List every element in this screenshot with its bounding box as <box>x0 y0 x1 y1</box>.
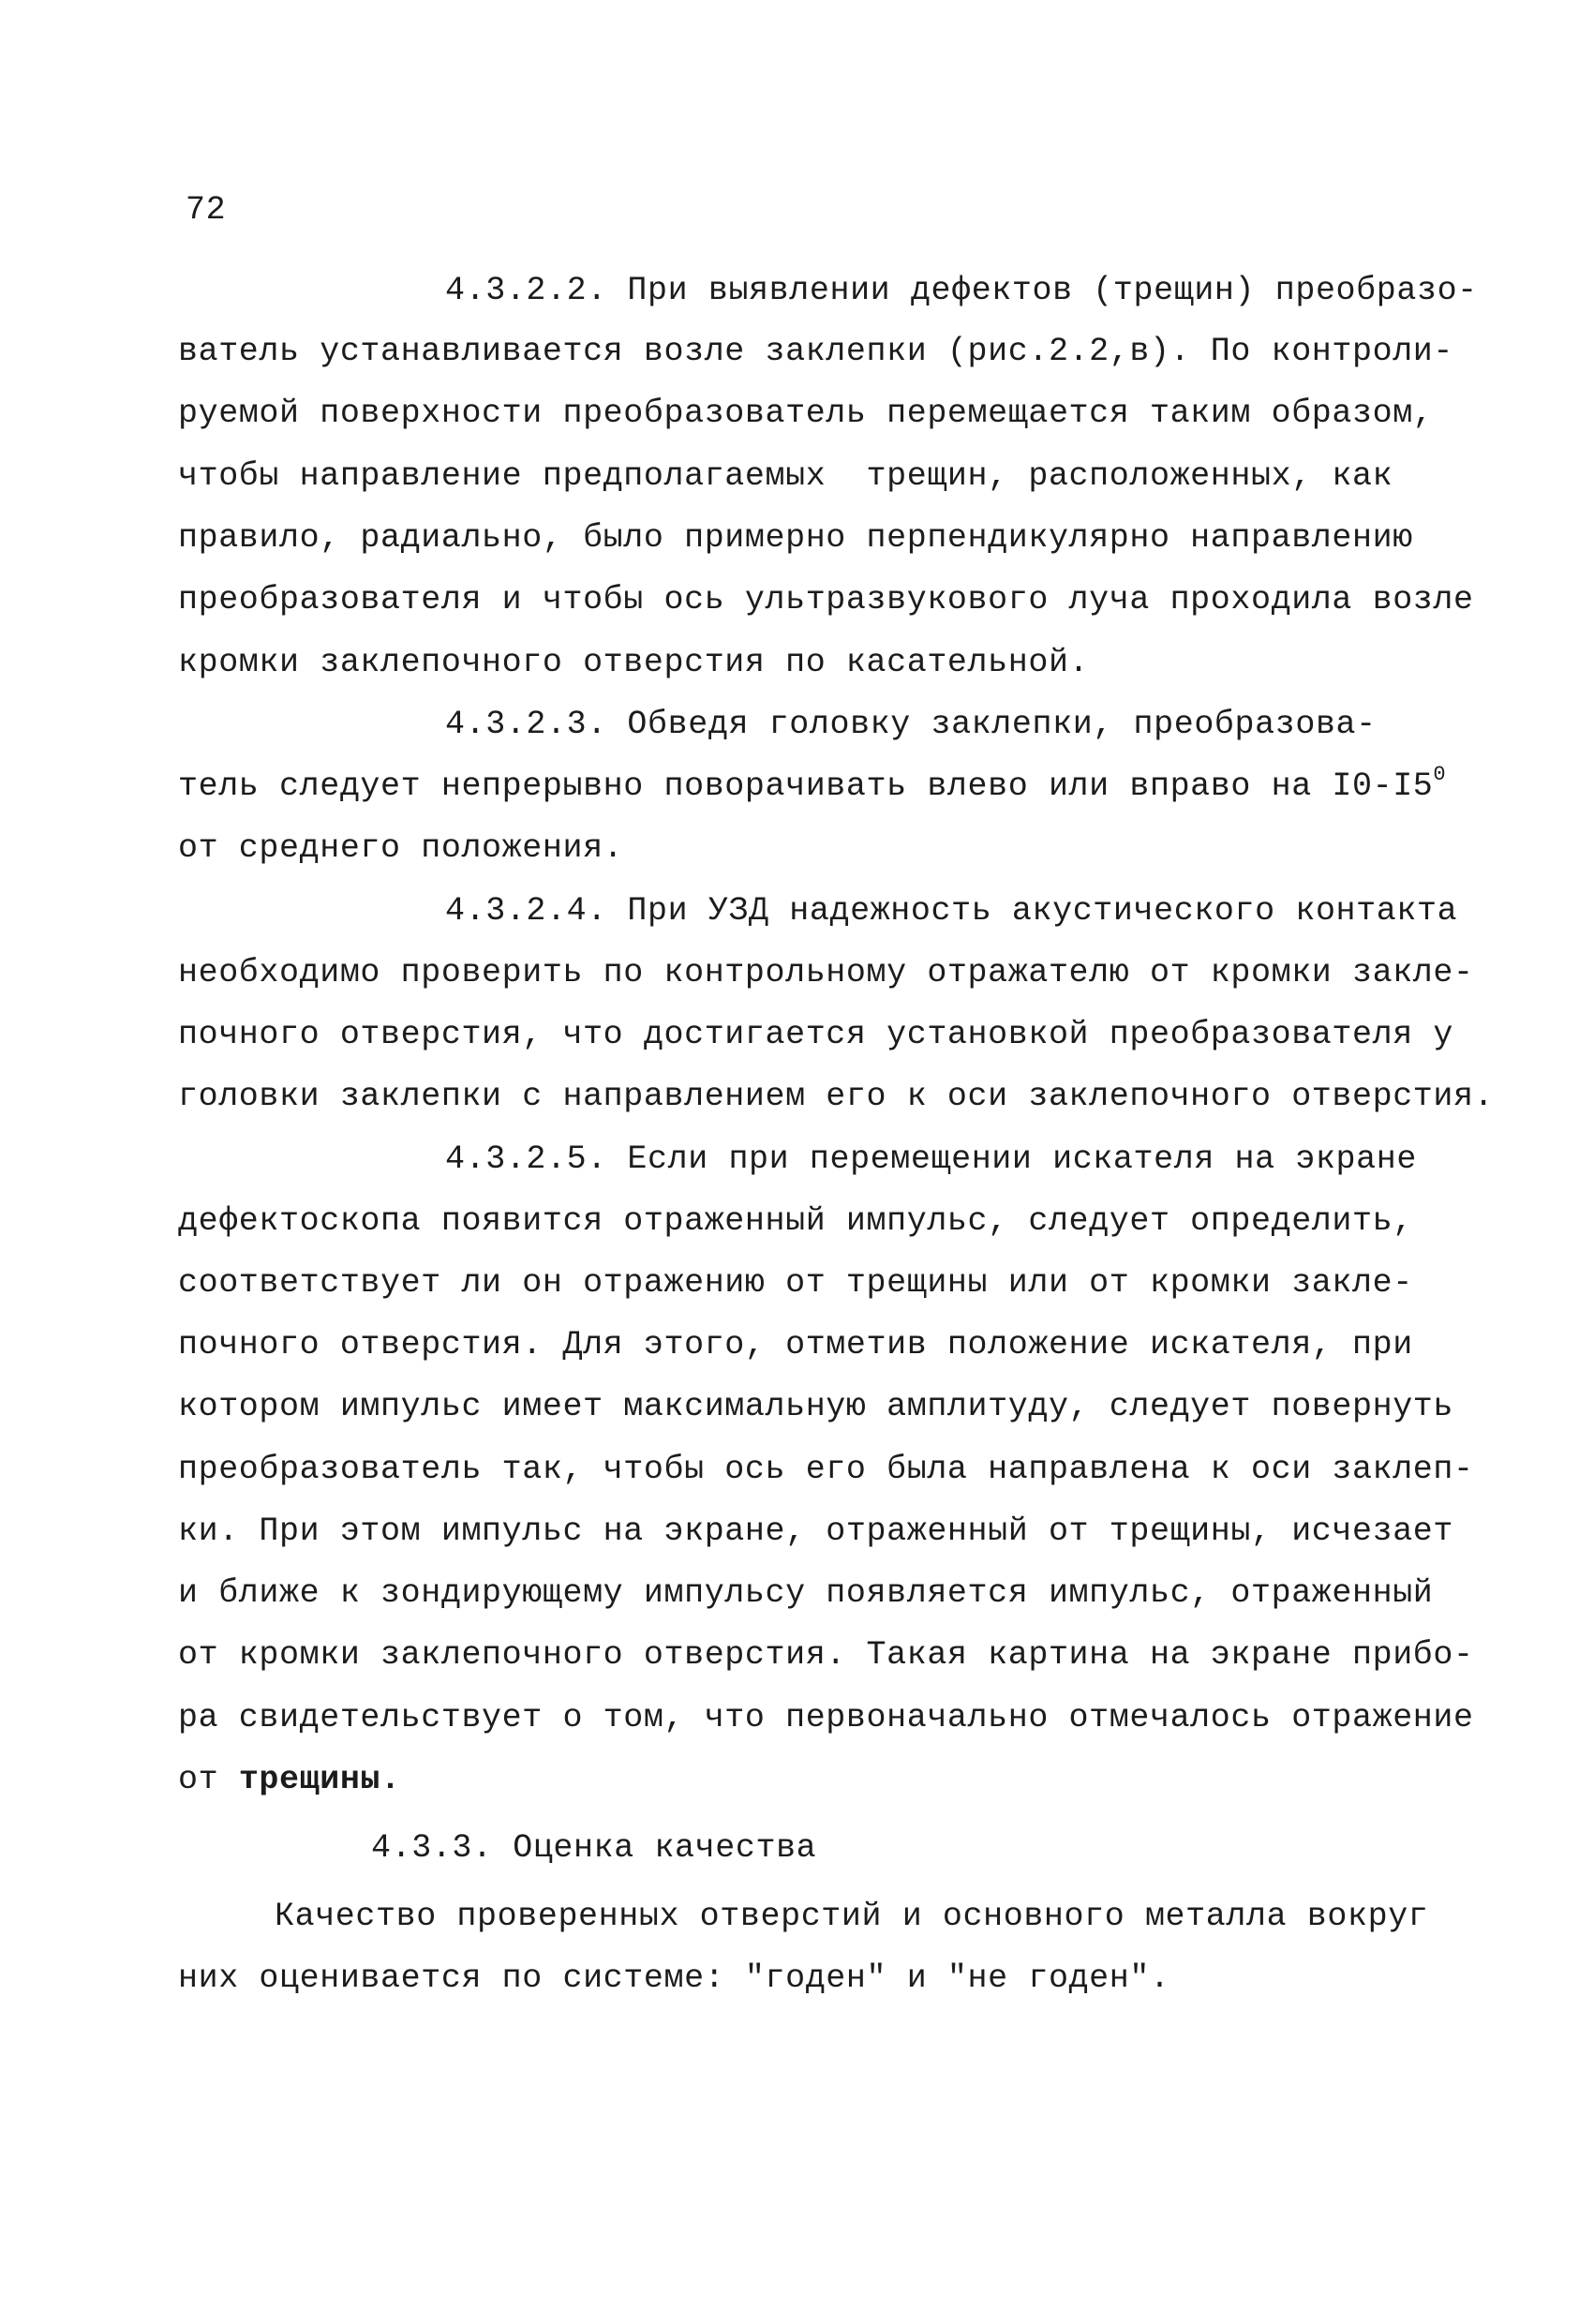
page-number: 72 <box>186 191 227 229</box>
p1-line-7: кромки заклепочного отверстия по касательной. <box>178 644 1090 681</box>
p3-line-3: почного отверстия, что достигается установкой преобразователя у <box>178 1016 1454 1053</box>
p3-line-1: 4.3.2.4. При УЗД надежность акустического контакта <box>445 892 1458 930</box>
p2-line-2-text: тель следует непрерывно поворачивать влево или вправо на I0-I5 <box>178 767 1434 805</box>
p1-line-3: руемой поверхности преобразователь перемещается таким образом, <box>178 395 1434 432</box>
p4-line-11 <box>178 1761 401 1798</box>
p4-line-4: почного отверстия. Для этого, отметив положение искателя, при <box>178 1326 1413 1363</box>
p4-line-11-bold-word: трещины. <box>238 1761 401 1798</box>
p1-line-1: 4.3.2.2. При выявлении дефектов (трещин) преобразо- <box>445 272 1478 309</box>
p4-line-11-prefix: от <box>178 1761 239 1798</box>
p2-line-3: от среднего положения. <box>178 829 624 867</box>
p4-line-6: преобразователь так, чтобы ось его была направлена к оси заклеп- <box>178 1451 1474 1488</box>
p4-line-8: и ближе к зондирующему импульсу появляется импульс, отраженный <box>178 1574 1434 1612</box>
section-line-1: Качество проверенных отверстий и основного металла вокруг <box>275 1898 1429 1935</box>
section-heading: 4.3.3. Оценка качества <box>371 1829 817 1867</box>
p4-line-1: 4.3.2.5. Если при перемещении искателя на экране <box>445 1140 1417 1178</box>
p1-line-6: преобразователя и чтобы ось ультразвукового луча проходила возле <box>178 581 1474 618</box>
p3-line-2: необходимо проверить по контрольному отражателю от кромки закле- <box>178 954 1474 991</box>
section-line-2: них оценивается по системе: "годен" и "не годен". <box>178 1959 1170 1997</box>
p1-line-5: правило, радиально, было примерно перпендикулярно направлению <box>178 519 1413 557</box>
p2-line-2 <box>178 763 1447 805</box>
degree-superscript: 0 <box>1433 763 1447 786</box>
p4-line-5: котором импульс имеет максимальную амплитуду, следует повернуть <box>178 1388 1454 1425</box>
p1-line-4: чтобы направление предполагаемых трещин, расположенных, как <box>178 457 1393 495</box>
p4-line-3: соответствует ли он отражению от трещины или от кромки закле- <box>178 1264 1413 1302</box>
p1-line-2: ватель устанавливается возле заклепки (рис.2.2,в). По контроли- <box>178 333 1454 370</box>
p4-line-2: дефектоскопа появится отраженный импульс, следует определить, <box>178 1202 1413 1240</box>
p2-line-1: 4.3.2.3. Обведя головку заклепки, преобразова- <box>445 706 1377 743</box>
p4-line-7: ки. При этом импульс на экране, отраженный от трещины, исчезает <box>178 1512 1454 1550</box>
p4-line-10: ра свидетельствует о том, что первоначально отмечалось отражение <box>178 1699 1474 1736</box>
p4-line-9: от кромки заклепочного отверстия. Такая картина на экране прибо- <box>178 1636 1474 1674</box>
p3-line-4: головки заклепки с направлением его к оси заклепочного отверстия. <box>178 1078 1495 1115</box>
